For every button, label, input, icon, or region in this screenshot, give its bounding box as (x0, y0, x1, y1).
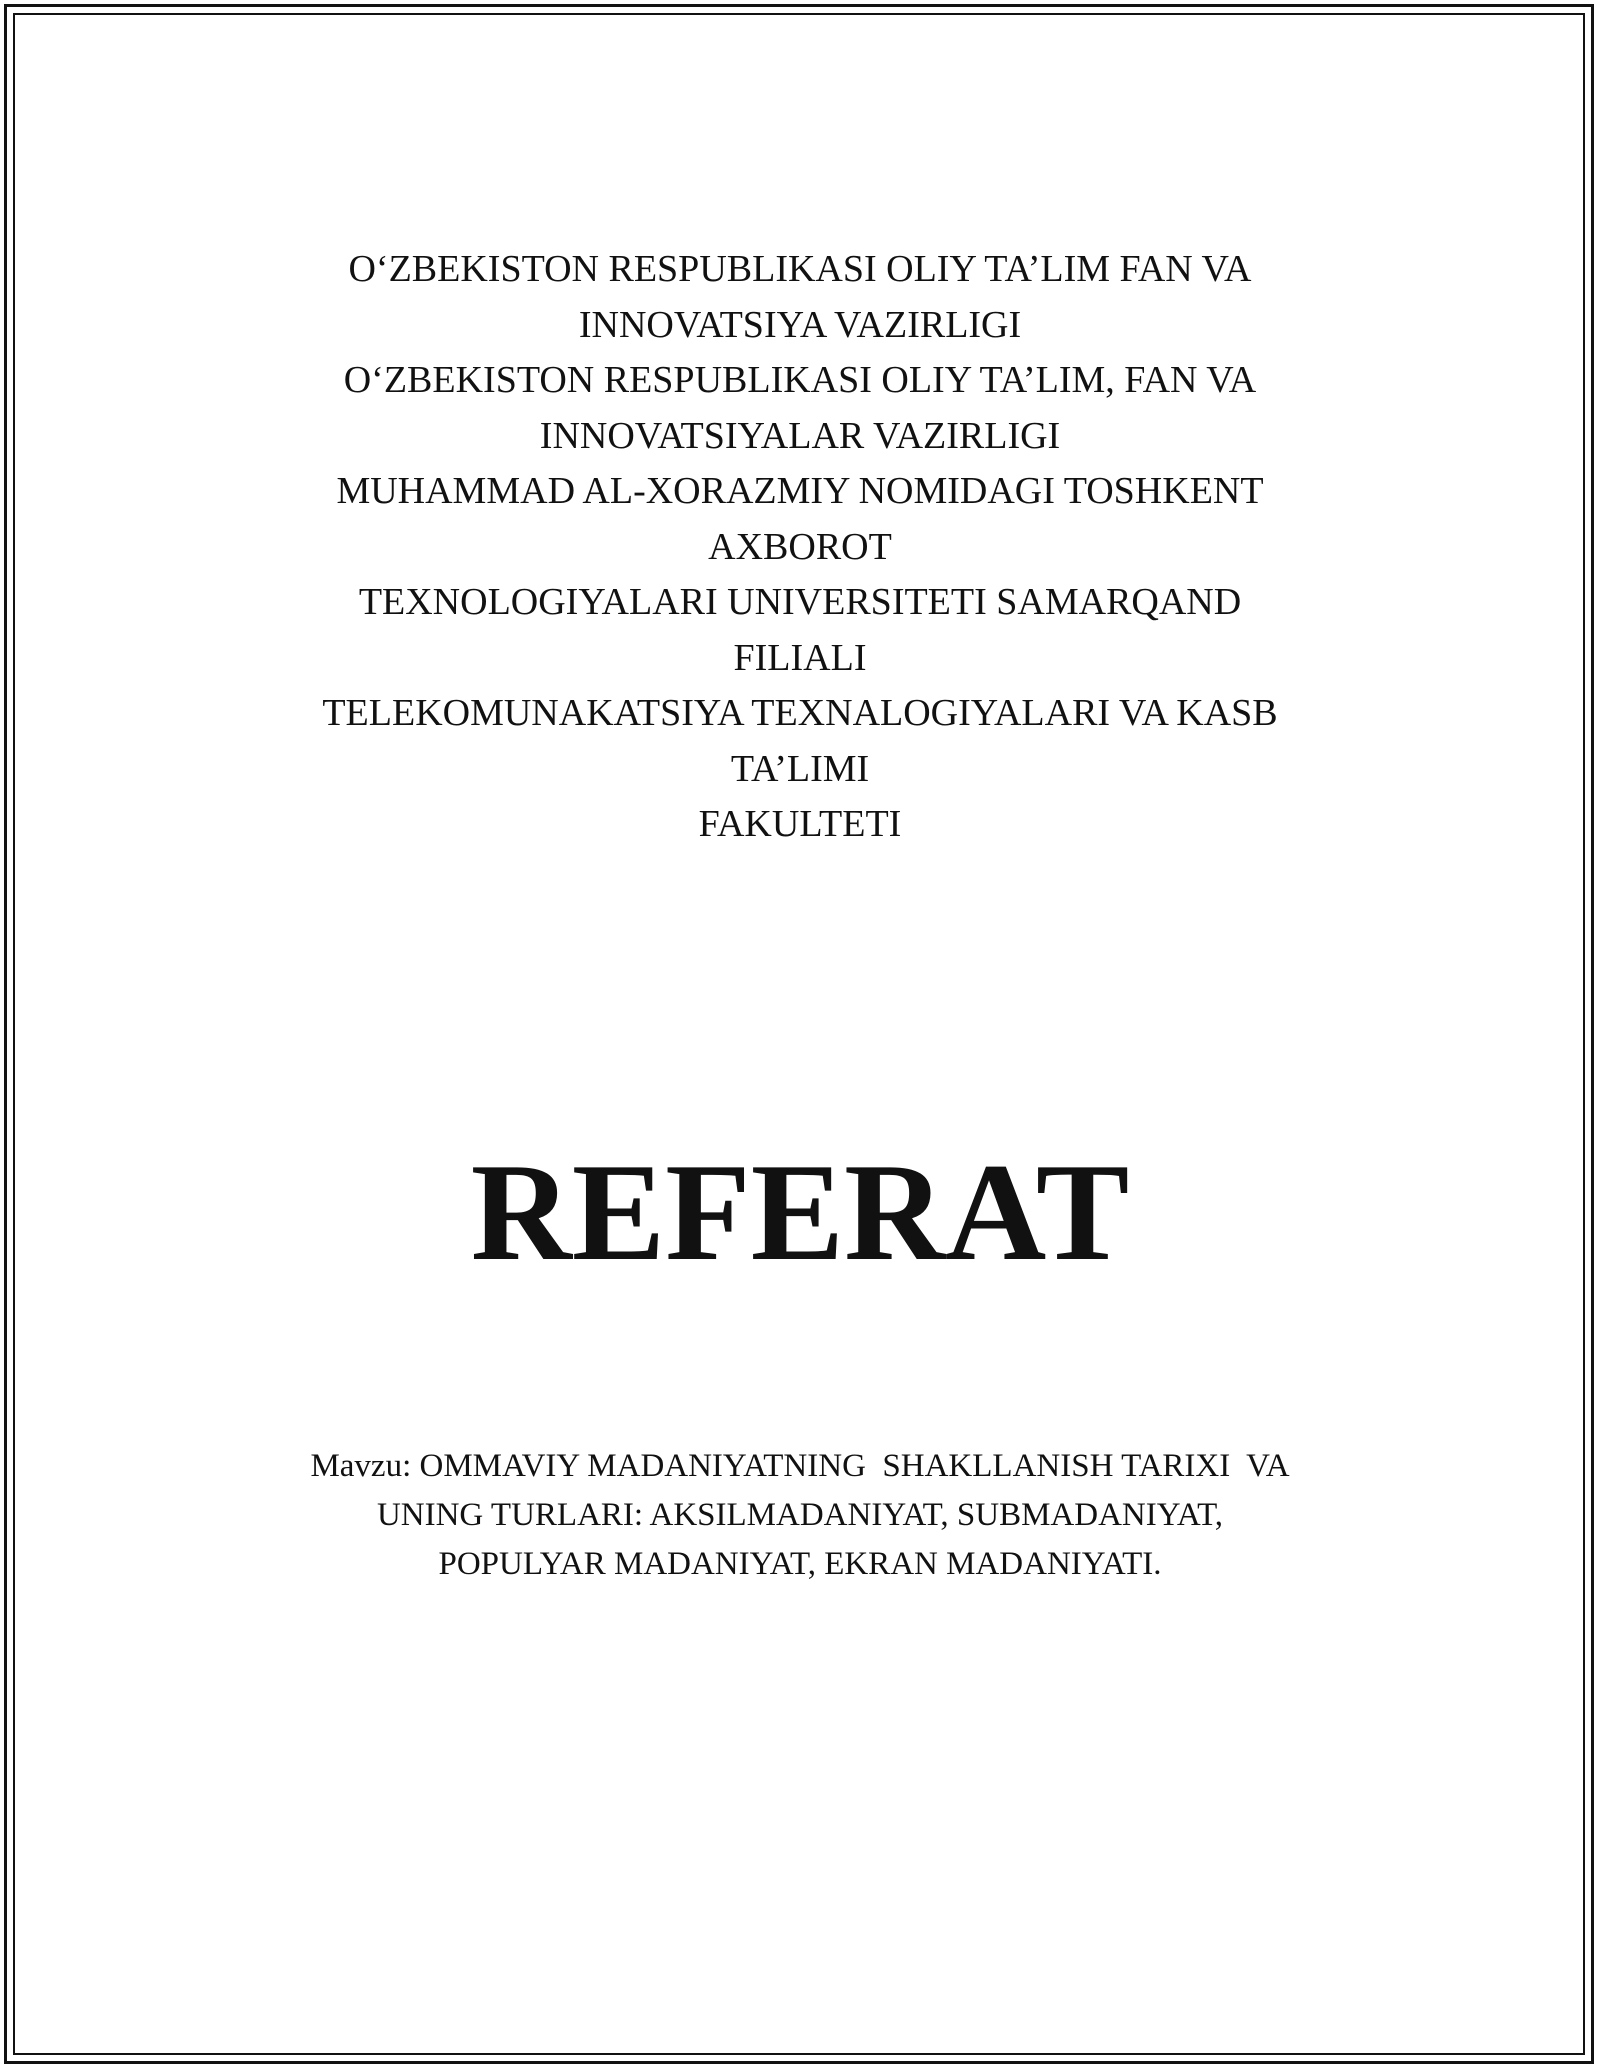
topic-block (150, 1442, 1450, 1589)
header-line: O‘ZBEKISTON RESPUBLIKASI OLIY TA’LIM FAN VA (348, 248, 1252, 290)
topic-line: POPULYAR MADANIYAT, EKRAN MADANIYATI. (438, 1546, 1162, 1582)
header-line: FILIALI (733, 636, 867, 679)
header-line: INNOVATSIYA VAZIRLIGI (578, 303, 1022, 346)
topic-line: Mavzu: OMMAVIY MADANIYATNING SHAKLLANISH TARIXI VA (310, 1448, 1290, 1484)
institution-header (180, 242, 1420, 853)
topic-line: UNING TURLARI: AKSILMADANIYAT, SUBMADANIYAT, (376, 1497, 1224, 1533)
header-line: TA’LIMI (730, 747, 870, 790)
header-line: TEXNOLOGIYALARI UNIVERSITETI SAMARQAND (358, 581, 1242, 623)
document-title: REFERAT (470, 1135, 1130, 1290)
header-line: TELEKOMUNAKATSIYA TEXNALOGIYALARI VA KASB (322, 692, 1278, 734)
header-line: INNOVATSIYALAR VAZIRLIGI (539, 414, 1061, 457)
header-line: AXBOROT (708, 525, 892, 568)
header-line: FAKULTETI (698, 803, 902, 845)
header-line: O‘ZBEKISTON RESPUBLIKASI OLIY TA’LIM, FAN VA (343, 359, 1257, 401)
header-line: MUHAMMAD AL-XORAZMIY NOMIDAGI TOSHKENT (336, 470, 1264, 512)
